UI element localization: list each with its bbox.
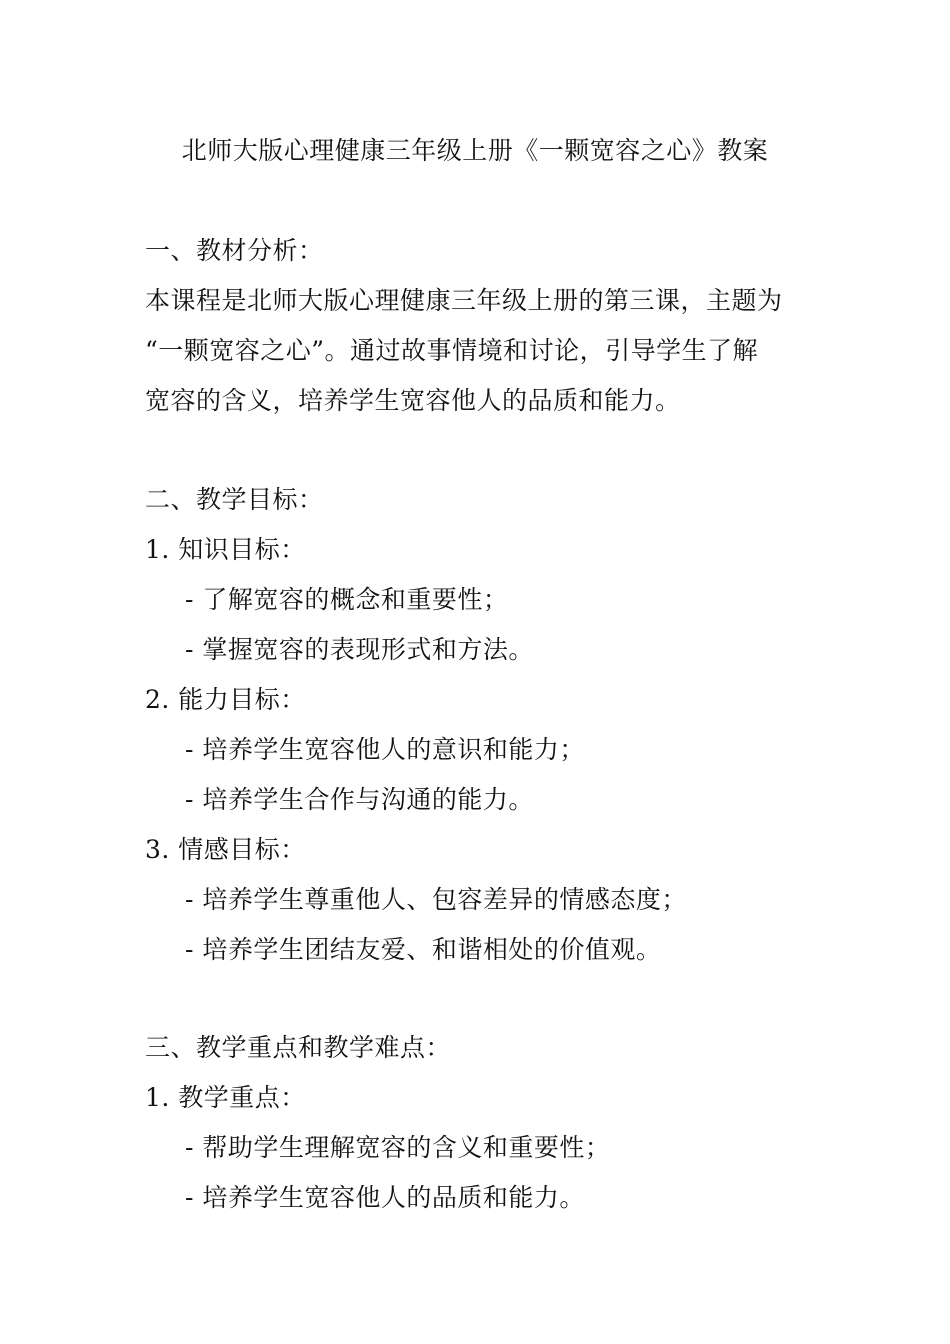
document-title: 北师大版心理健康三年级上册《一颗宽容之心》教案 <box>181 136 769 165</box>
section-heading: 一、教材分析： <box>145 236 324 265</box>
paragraph-line: 宽容的含义，培养学生宽容他人的品质和能力。 <box>145 386 681 415</box>
section-heading: 二、教学目标： <box>145 485 324 514</box>
section-heading: 三、教学重点和教学难点： <box>145 1033 452 1062</box>
list-sub-item: - 培养学生团结友爱、和谐相处的价值观。 <box>185 935 662 964</box>
list-sub-item: - 了解宽容的概念和重要性； <box>185 585 509 614</box>
list-item-label: 1. 知识目标： <box>145 535 306 564</box>
list-item-label: 3. 情感目标： <box>145 835 306 864</box>
list-sub-item: - 掌握宽容的表现形式和方法。 <box>185 635 534 664</box>
list-item-label: 1. 教学重点： <box>145 1083 306 1112</box>
list-item-label: 2. 能力目标： <box>145 685 306 714</box>
paragraph-line: “一颗宽容之心”。通过故事情境和讨论，引导学生了解 <box>145 336 759 365</box>
list-sub-item: - 培养学生尊重他人、包容差异的情感态度； <box>185 885 687 914</box>
list-sub-item: - 培养学生宽容他人的意识和能力； <box>185 735 585 764</box>
list-sub-item: - 帮助学生理解宽容的含义和重要性； <box>185 1133 611 1162</box>
paragraph-line: 本课程是北师大版心理健康三年级上册的第三课，主题为 <box>145 286 783 315</box>
list-sub-item: - 培养学生合作与沟通的能力。 <box>185 785 534 814</box>
list-sub-item: - 培养学生宽容他人的品质和能力。 <box>185 1183 585 1212</box>
